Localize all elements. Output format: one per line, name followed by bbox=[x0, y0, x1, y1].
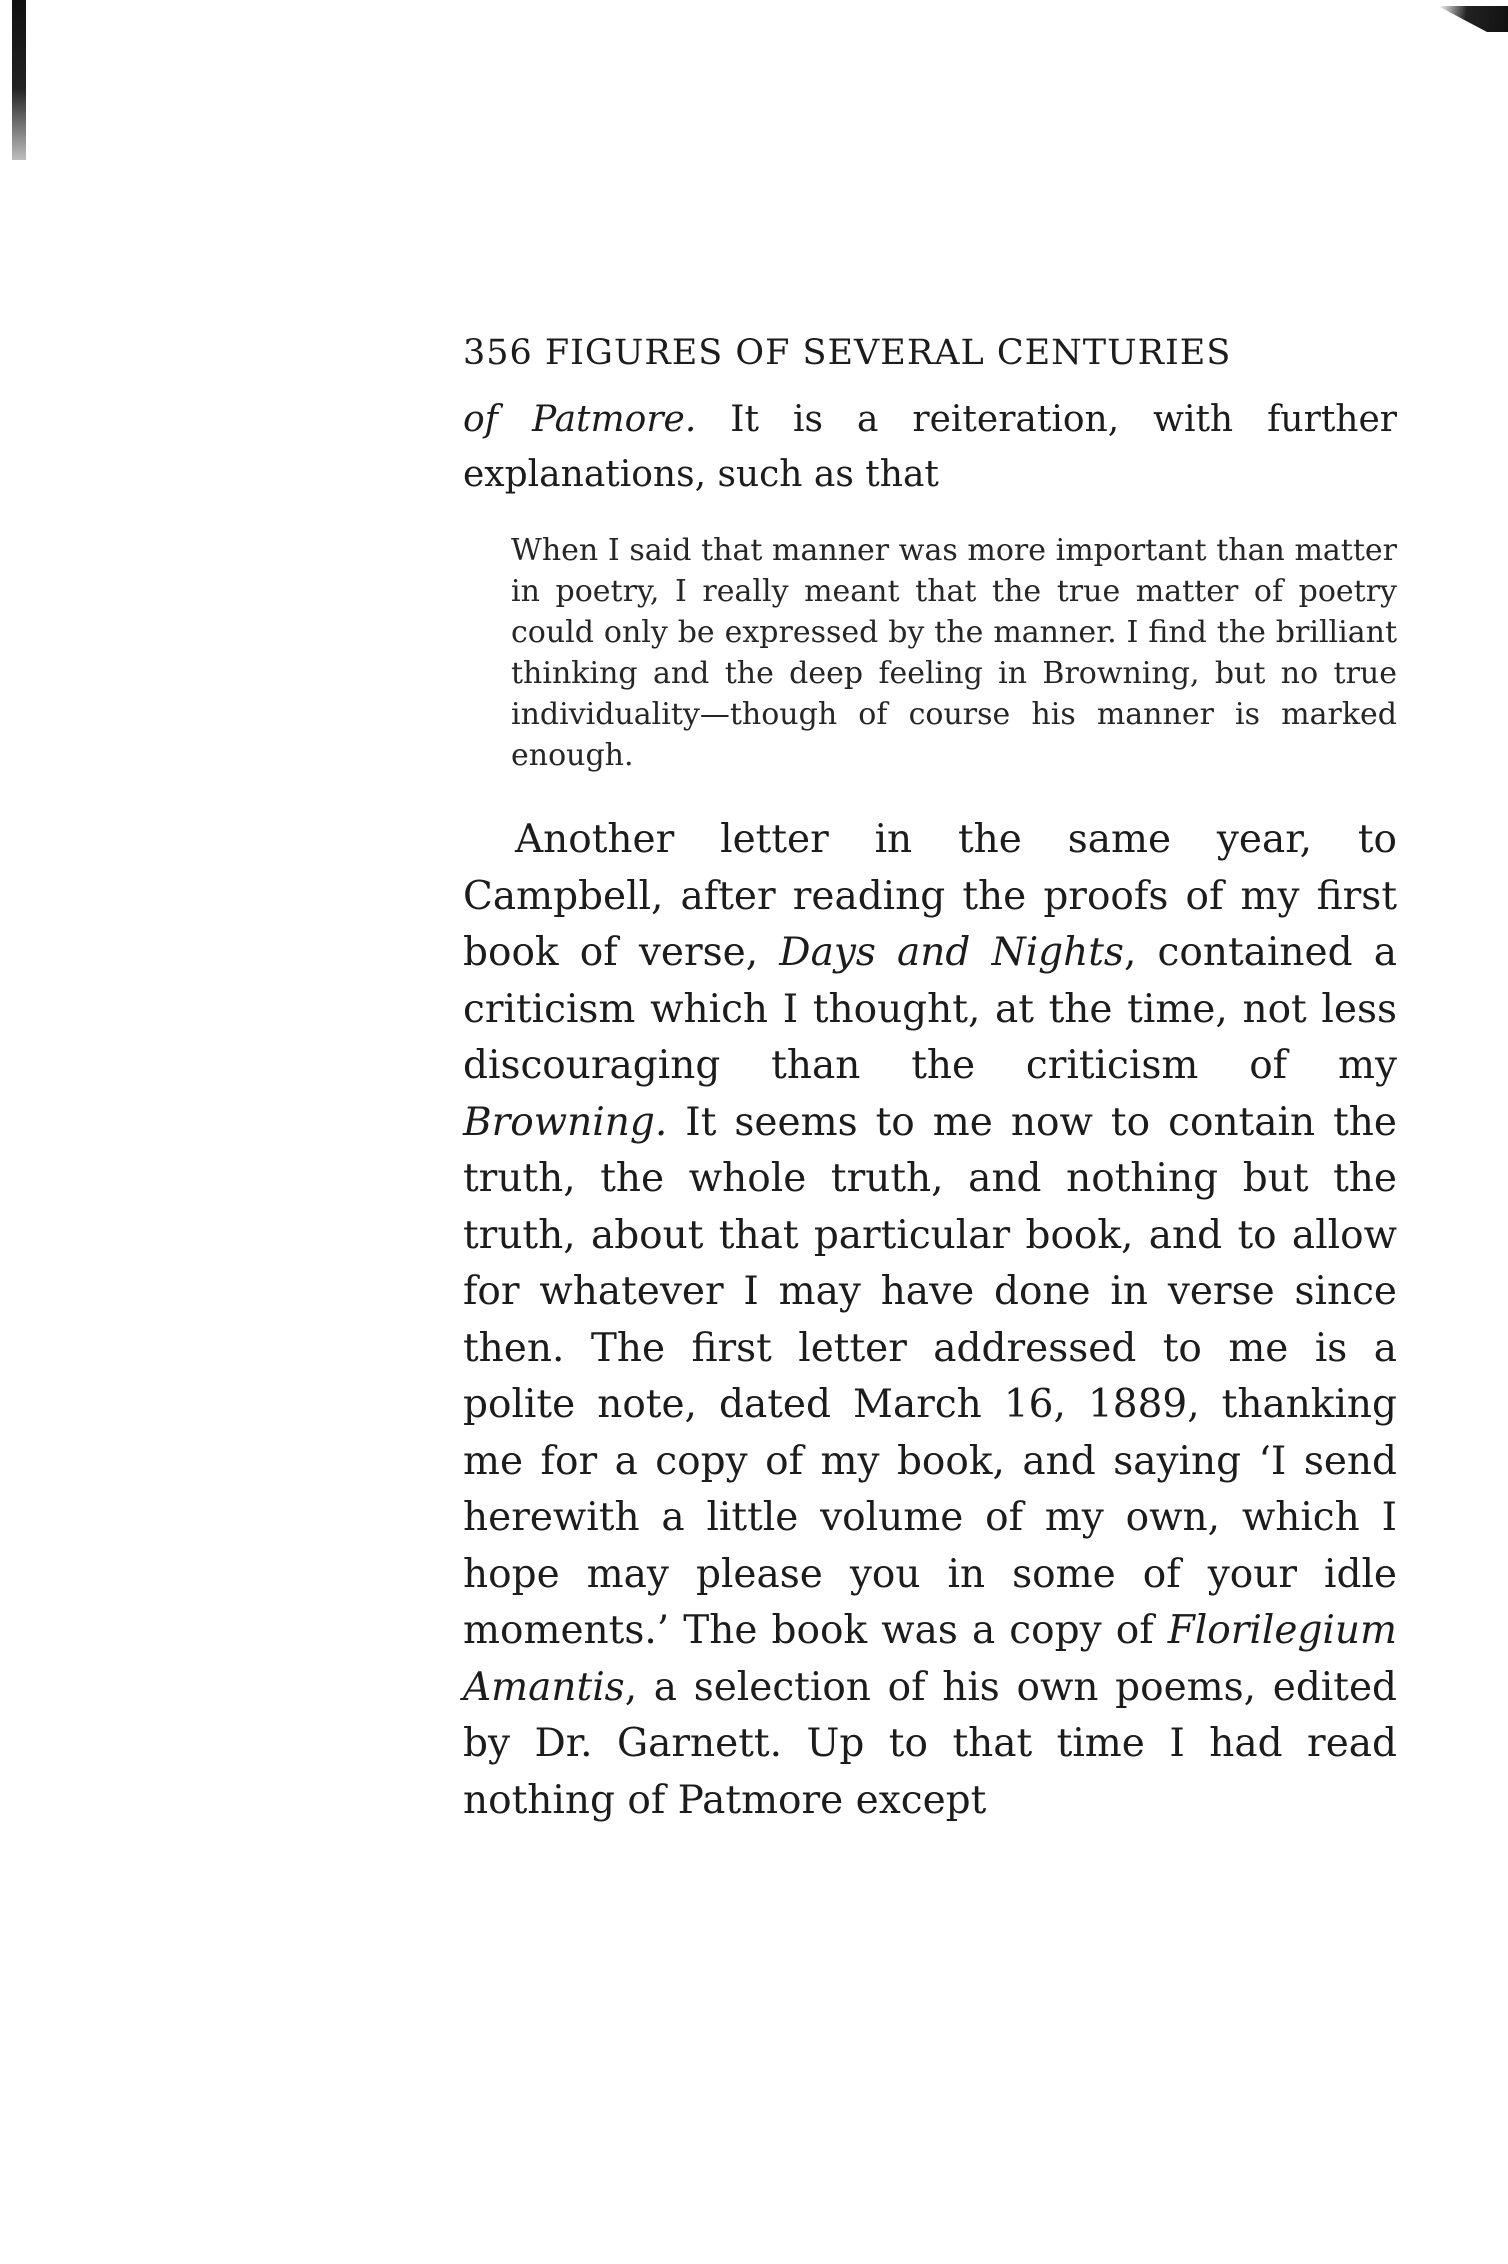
scan-edge-mark-right bbox=[1438, 6, 1508, 32]
paragraph-text-4: , a selection of his own poems, edited by Dr. Garnett. Up to that time I had read nothing of Patmore except bbox=[463, 1664, 1397, 1823]
book-title-florilegium-amantis: Florilegium Amantis bbox=[463, 1608, 1397, 1710]
main-paragraph bbox=[463, 812, 1397, 1829]
book-title-days-and-nights: Days and Nights bbox=[779, 930, 1124, 975]
opening-italic: of Patmore. bbox=[463, 399, 697, 440]
running-head bbox=[463, 328, 1397, 378]
running-title: FIGURES OF SEVERAL CENTURIES bbox=[544, 333, 1232, 373]
page-number: 356 bbox=[463, 333, 533, 373]
paragraph-text-3: It seems to me now to contain the truth, the whole truth, and nothing but the truth, about that particular book, and to allow for whatever I may have done in verse since then. The first letter addressed to me is a polite note, dated March 16, 1889, thanking me for a copy of my book, and saying ‘I send herewith a little volume of my own, which I hope may please you in some of your idle moments.’ The book was a copy of bbox=[463, 1099, 1397, 1653]
paragraph-text-2: , contained a criticism which I thought, at the time, not less discouraging than the criticism of my bbox=[463, 930, 1397, 1088]
block-quote: When I said that manner was more important than matter in poetry, I really meant that the true matter of poetry could only be expressed by the manner. I find the brilliant thinking and the deep feeling in Browning, but no true individuality—though of course his manner is marked enough. bbox=[511, 533, 1397, 773]
opening-paragraph bbox=[463, 392, 1397, 502]
paragraph-text-1: Another letter in the same year, to Campbell, after reading the proofs of my first book of verse, bbox=[463, 817, 1397, 975]
scan-edge-mark-left bbox=[12, 0, 26, 160]
book-title-browning: Browning. bbox=[463, 1099, 668, 1145]
book-page bbox=[463, 328, 1397, 1868]
opening-text: It is a reiteration, with further explanations, such as that bbox=[463, 399, 1397, 495]
